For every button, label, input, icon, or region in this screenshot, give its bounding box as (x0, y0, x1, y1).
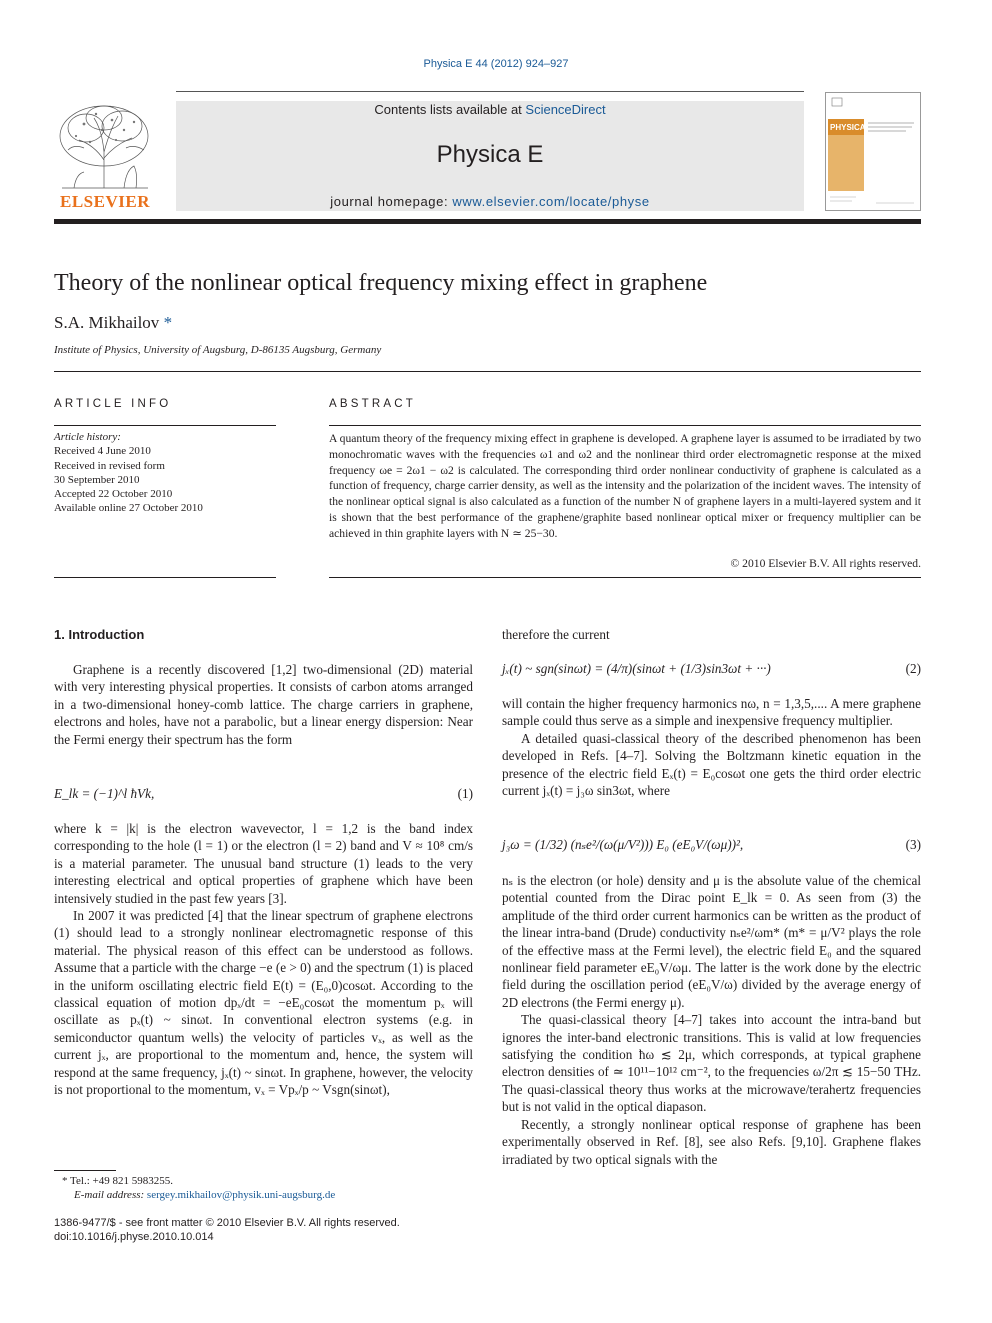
paragraph: In 2007 it was predicted [4] that the linear spectrum of graphene electrons (1) should lead to a strongly nonlinear electromagnetic response of this material. The physical reason of this effect can be understood as follows. Assume that a particle with the charge −e (e > 0) and the spectrum (1) is placed in the uniform oscillating electric field E(t) = (E₀,0)cosωt. According to the classical equation of motion dpₓ/dt = −eE₀cosωt the momentum pₓ will oscillate as pₓ(t) ~ sinωt. In conventional electron systems (e.g. in semiconductor quantum wells) the velocity of particles vₓ, as well as the current jₓ, are proportional to the momentum and, hence, the system will respond at the same frequency, jₓ(t) ~ sinωt. In graphene, however, the velocity is not proportional to the momentum, vₓ = Vpₓ/p ~ Vsgn(sinωt), (54, 908, 473, 1098)
affiliation: Institute of Physics, University of Augsburg, D-86135 Augsburg, Germany (54, 344, 382, 356)
abstract-copyright: © 2010 Elsevier B.V. All rights reserved. (730, 557, 921, 570)
intro-paragraph-1 (54, 661, 473, 748)
paragraph: where k = |k| is the electron wavevector, l = 1,2 is the band index corresponding to the hole (l = 1) or the electron (l = 2) band and V ≈ 10⁸ cm/s is a material parameter. The unusual band structure (1) leads to the very interesting electrical and optical properties of graphene which have been intensively studied in the past few years [3]. (54, 821, 473, 906)
contents-line (176, 102, 804, 117)
author-footnote-mark[interactable]: * (159, 313, 173, 332)
history-item: Accepted 22 October 2010 (54, 488, 173, 501)
paragraph: A detailed quasi-classical theory of the described phenomenon has been developed in Refs. [4–7]. Solving the Boltzmann kinetic equation in the presence of the electric field Eₓ(t) = E₀cosωt one gets the third order electric current jₓ(t) = j₃ω sin3ωt, where (502, 730, 921, 799)
paragraph: Recently, a strongly nonlinear optical response of graphene has been experimentally observed in Ref. [8], see also Refs. [9,10]. Graphene flakes irradiated by two optical signals with the (502, 1116, 921, 1167)
footnote-telephone: * Tel.: +49 821 5983255. (62, 1175, 173, 1187)
abstract-heading: ABSTRACT (329, 398, 416, 410)
history-item: Available online 27 October 2010 (54, 502, 203, 515)
journal-header-box (176, 101, 804, 211)
issn-line: 1386-9477/$ - see front matter © 2010 Elsevier B.V. All rights reserved. (54, 1217, 400, 1229)
cover-title-text: PHYSICA (830, 123, 866, 132)
right-column-paragraphs-3-5 (502, 872, 921, 1168)
affiliation-rule (54, 371, 921, 372)
journal-cover-thumbnail[interactable] (825, 92, 921, 211)
paragraph: The quasi-classical theory [4–7] takes into account the intra-band but ignores the inter-band electronic transitions. This is valid at low frequencies satisfying the condition ħω ≲ 2μ, which corresponds, at typical graphene electron densities of ≃ 10¹¹−10¹² cm⁻², to the frequencies ω/2π ≲ 15−50 THz. The quasi-classical theory thus works at the microwave/terahertz frequencies but is not valid in the optical diapason. (502, 1012, 921, 1115)
contents-prefix: Contents lists available at (374, 102, 526, 117)
equation-2 (502, 652, 921, 688)
equation-3-number: (3) (905, 837, 921, 852)
history-item: 30 September 2010 (54, 473, 140, 486)
article-info-rule-top (54, 425, 276, 426)
homepage-line (176, 194, 804, 209)
journal-name: Physica E (436, 141, 544, 168)
article-history (54, 430, 276, 516)
elsevier-wordmark: ELSEVIER (60, 192, 150, 211)
homepage-link[interactable]: www.elsevier.com/locate/physe (452, 194, 650, 209)
equation-2-number: (2) (905, 661, 921, 676)
header-top-rule (176, 91, 804, 92)
abstract-rule-top (329, 425, 921, 426)
author-name: S.A. Mikhailov (54, 313, 160, 332)
footnote-rule (54, 1170, 116, 1171)
paragraph: therefore the current (502, 627, 610, 642)
email-link[interactable]: sergey.mikhailov@physik.uni-augsburg.de (146, 1189, 336, 1201)
elsevier-logo[interactable] (54, 100, 156, 212)
header-thick-rule (54, 219, 921, 224)
author-line (54, 313, 172, 333)
journal-reference[interactable]: Physica E 44 (2012) 924–927 (423, 58, 569, 70)
history-item: Received 4 June 2010 (54, 445, 151, 458)
elsevier-tree-icon (54, 100, 156, 192)
abstract-rule-bottom (329, 577, 921, 578)
intro-paragraphs-2-3 (54, 820, 473, 1099)
paper-title: Theory of the nonlinear optical frequency mixing effect in graphene (54, 270, 708, 296)
sciencedirect-link[interactable]: ScienceDirect (525, 102, 606, 117)
abstract-text: A quantum theory of the frequency mixing effect in graphene is developed. A graphene layer is assumed to be irradiated by two monochromatic waves with the frequencies ω1 and ω2 and the nonlinear third order electromagnetic response at the mixed frequency ωe = 2ω1 − ω2 is calculated. The corresponding third order nonlinear conductivity of graphene is calculated as a function of frequency, charge carrier density, as well as the intensity and the polarization of the incident waves. The intensity of the nonlinear optical signal is also calculated as a function of the number N of graphene layers in a multi-layered system and it is shown that the best performance of the graphene/graphite based nonlinear optical mixer or frequency multiplier can be achieved in thin graphite layers with N ≃ 25−30. (329, 432, 921, 540)
email-label: E-mail address: (74, 1189, 147, 1201)
article-info-rule-bottom (54, 577, 276, 578)
right-column-paragraphs-1-2 (502, 695, 921, 799)
article-info-heading: ARTICLE INFO (54, 398, 172, 410)
footnote-email (74, 1189, 335, 1201)
equation-1-body: E_lk = (−1)^l ħVk, (54, 786, 155, 801)
paragraph: nₛ is the electron (or hole) density and μ is the absolute value of the chemical potential counted from the Dirac point E_lk = 0. As seen from (3) the amplitude of the third order current harmonics can be written as the product of the linear intra-band (Drude) conductivity nₛe²/ωm* (m* = μ/V² plays the role of the effective mass at the Fermi level), the electric field E₀ and the squared nonlinear field parameter eE₀V/ωμ. The latter is the work done by the electric field during the oscillation period (eE₀V/ω) divided by the average energy of 2D electrons (the Fermi energy μ). (502, 873, 921, 1010)
equation-3-body: j₃ω = (1/32) (nₛe²/(ω(μ/V²))) E₀ (eE₀V/(ωμ))², (502, 837, 744, 852)
equation-2-body: jₓ(t) ~ sgn(sinωt) = (4/π)(sinωt + (1/3)sin3ωt + ···) (502, 661, 771, 676)
section-heading-introduction: 1. Introduction (54, 627, 145, 642)
cover-image-icon (826, 93, 920, 210)
doi-line[interactable]: doi:10.1016/j.physe.2010.10.014 (54, 1231, 214, 1243)
history-label: Article history: (54, 431, 121, 443)
right-column-lead (502, 626, 921, 643)
history-item: Received in revised form (54, 459, 165, 472)
paragraph: Graphene is a recently discovered [1,2] two-dimensional (2D) material with very interesting physical properties. It consists of carbon atoms arranged in a two-dimensional honey-comb lattice. The charge carriers in graphene, electrons and holes, have not a parabolic, but a linear energy dispersion: Near the Fermi energy their spectrum has the form (54, 662, 473, 747)
homepage-prefix: journal homepage: (330, 194, 453, 209)
paragraph: will contain the higher frequency harmonics nω, n = 1,3,5,.... A mere graphene sample could thus serve as a simple and inexpensive frequency multiplier. (502, 696, 921, 729)
equation-3 (502, 825, 921, 867)
equation-1-number: (1) (457, 786, 473, 801)
